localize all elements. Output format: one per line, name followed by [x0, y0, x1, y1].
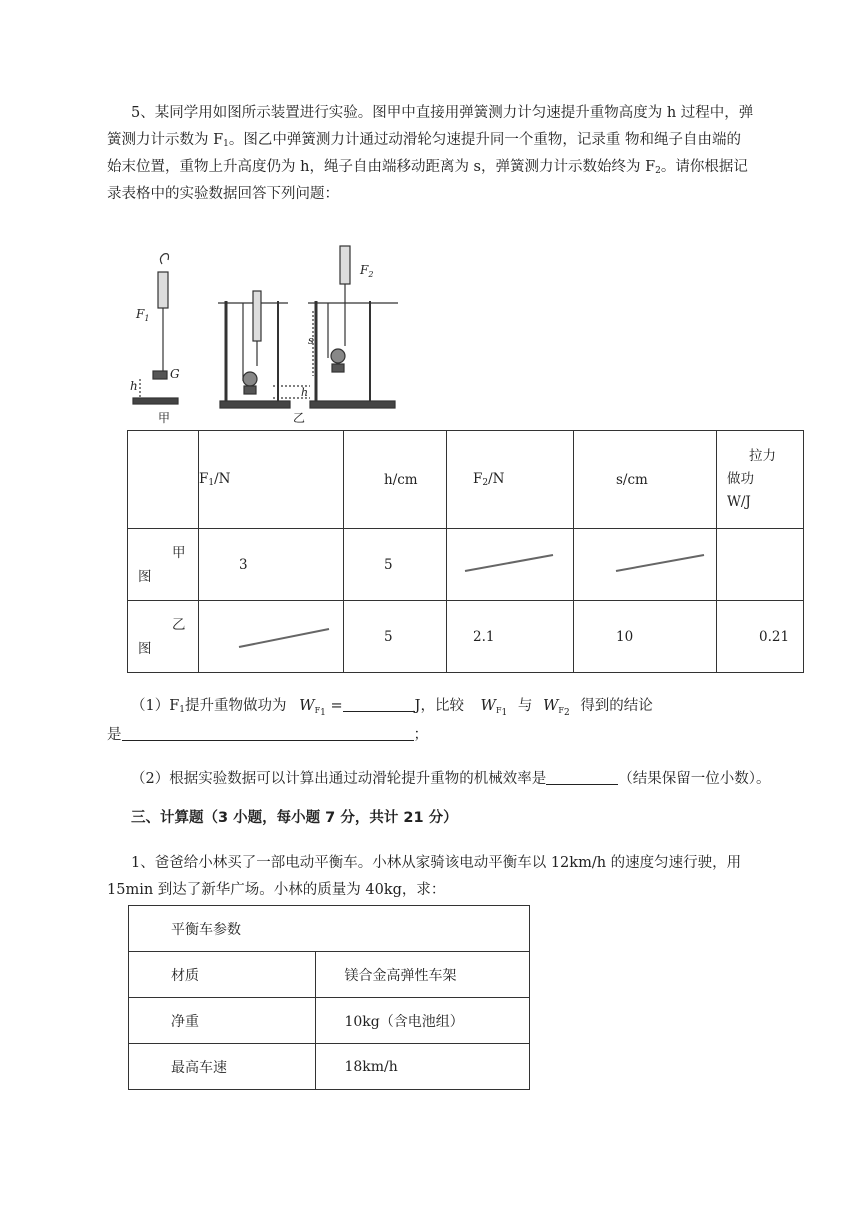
params-title: 平衡车参数 [129, 906, 530, 952]
header-w: 拉力 做功 W/J [717, 431, 804, 529]
params-value: 10kg（含电池组） [316, 998, 530, 1044]
row-yi-h: 5 [344, 601, 447, 673]
row-jia-f1: 3 [199, 529, 344, 601]
empty-slash [199, 623, 339, 651]
q1-line2: 15min 到达了新华广场。小林的质量为 40kg，求： [107, 882, 446, 898]
label-jia: 甲 [158, 411, 171, 425]
params-value: 18km/h [316, 1044, 530, 1090]
q1-line1: 1、爸爸给小林买了一部电动平衡车。小林从家骑该电动平衡车以 12km/h 的速度匀速行驶，用 [131, 855, 742, 871]
label-h: h [130, 379, 138, 393]
answer-blank-3[interactable] [546, 770, 618, 785]
header-h: h/cm [344, 431, 447, 529]
empty-slash [574, 551, 714, 579]
q5-line2: 簧测力计示数为 $F_1$。图乙中弹簧测力计通过动滑轮匀速提升同一个重物，记录重 物和绳子自由端的 [107, 132, 742, 149]
label-f2: $F_2$ [360, 263, 374, 279]
label-g: G [170, 367, 180, 381]
row-jia-f2-empty [447, 529, 574, 601]
q5-line4: 录表格中的实验数据回答下列问题： [107, 186, 339, 202]
q5-line3: 始末位置，重物上升高度仍为 h，绳子自由端移动距离为 s，弹簧测力计示数始终为 $F_2$。请你根据记 [107, 159, 748, 176]
params-value: 镁合金高弹性车架 [316, 952, 530, 998]
section-heading: 三、计算题（3 小题，每小题 7 分，共计 21 分） [131, 810, 458, 826]
header-s: s/cm [574, 431, 717, 529]
header-empty [128, 431, 199, 529]
sub1-line2: 是 ； [107, 727, 428, 743]
empty-slash [447, 551, 567, 579]
row-jia-w-empty [717, 529, 804, 601]
q5-line1: 5、某同学用如图所示装置进行实验。图甲中直接用弹簧测力计匀速提升重物高度为 h 过程中，弹 [131, 105, 754, 121]
params-key: 净重 [129, 998, 316, 1044]
answer-blank-2[interactable] [122, 726, 414, 741]
params-table [128, 905, 530, 1090]
apparatus-figure [128, 226, 408, 426]
row-jia-label: 甲 图 [128, 529, 199, 601]
header-f2: $F_2/N$ [447, 431, 574, 529]
row-yi-f2: 2.1 [447, 601, 574, 673]
row-yi-f1-empty [199, 601, 344, 673]
answer-blank-1[interactable] [343, 697, 415, 712]
header-f1: $F_1/N$ [199, 431, 344, 529]
experiment-table [127, 430, 804, 673]
label-s: s [308, 334, 314, 347]
row-yi-label: 乙 图 [128, 601, 199, 673]
label-h2: h [301, 386, 309, 399]
sub1-line1: $(1)F_1$提升重物做功为 $W_{F_1} = J$，比较 $W_{F_1}$ 与 $W_{F_2}$ 得到的结论 [131, 696, 653, 718]
label-yi: 乙 [293, 411, 306, 425]
row-jia-s-empty [574, 529, 717, 601]
params-key: 材质 [129, 952, 316, 998]
params-key: 最高车速 [129, 1044, 316, 1090]
label-f1: $F_1$ [136, 307, 150, 323]
row-yi-w: 0.21 [717, 601, 804, 673]
row-jia-h: 5 [344, 529, 447, 601]
row-yi-s: 10 [574, 601, 717, 673]
sub2-line: （2）根据实验数据可以计算出通过动滑轮提升重物的机械效率是 （结果保留一位小数）。 [131, 771, 771, 787]
